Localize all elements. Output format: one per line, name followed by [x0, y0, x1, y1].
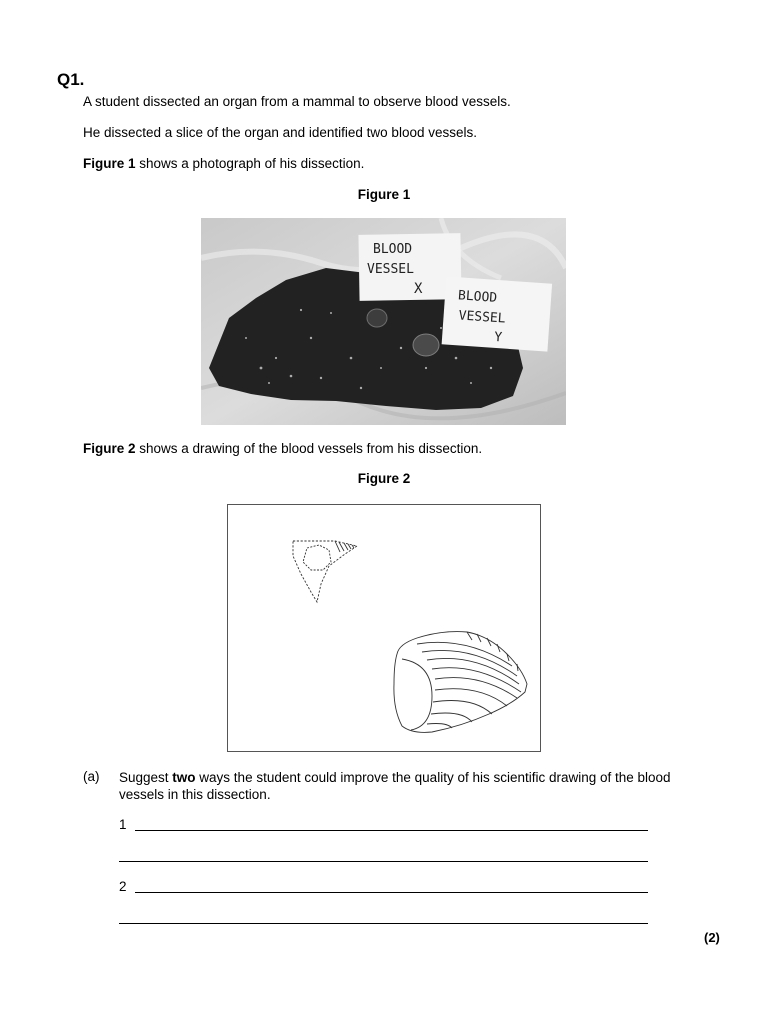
- vessel-y-opening: [413, 334, 439, 356]
- vessel-x-opening: [367, 309, 387, 327]
- question-intro: A student dissected an organ from a mammal to observe blood vessels.: [83, 94, 511, 109]
- answer-1-number: 1: [119, 817, 127, 832]
- answer-2-number: 2: [119, 879, 127, 894]
- label-y-line2: VESSEL: [458, 308, 507, 327]
- label-x-line2: VESSEL: [367, 262, 414, 277]
- answer-2-line-2[interactable]: [119, 923, 648, 924]
- figure1-ref-rest: shows a photograph of his dissection.: [135, 156, 365, 171]
- label-y-line1: BLOOD: [457, 288, 498, 306]
- figure1-ref-bold: Figure 1: [83, 156, 136, 171]
- figure1-reference: [83, 156, 364, 171]
- part-a-label: (a): [83, 769, 100, 784]
- part-a-text-before: Suggest: [119, 770, 173, 785]
- label-x-letter: X: [414, 281, 423, 297]
- label-x-line1: BLOOD: [373, 242, 413, 257]
- figure1-title: Figure 1: [357, 187, 411, 202]
- question-line-2: He dissected a slice of the organ and identified two blood vessels.: [83, 125, 477, 140]
- dissection-photo: [201, 218, 566, 425]
- figure2-title: Figure 2: [357, 471, 411, 486]
- label-card-y: [442, 276, 552, 351]
- blood-vessel-drawing: [227, 504, 541, 752]
- marks-badge: (2): [704, 930, 720, 945]
- label-y-letter: Y: [493, 329, 503, 346]
- figure2-reference: [83, 441, 482, 456]
- part-a-question: [119, 769, 679, 803]
- question-number: Q1.: [57, 70, 85, 89]
- answer-2-line-1[interactable]: [135, 892, 648, 893]
- part-a-text-bold: two: [172, 770, 196, 785]
- figure2-ref-bold: Figure 2: [83, 441, 136, 456]
- answer-1-line-2[interactable]: [119, 861, 648, 862]
- answer-1-line-1[interactable]: [135, 830, 648, 831]
- figure2-ref-rest: shows a drawing of the blood vessels from his dissection.: [135, 441, 483, 456]
- part-a-text-after: ways the student could improve the quality of his scientific drawing of the blood vessels in this dissection.: [119, 770, 671, 802]
